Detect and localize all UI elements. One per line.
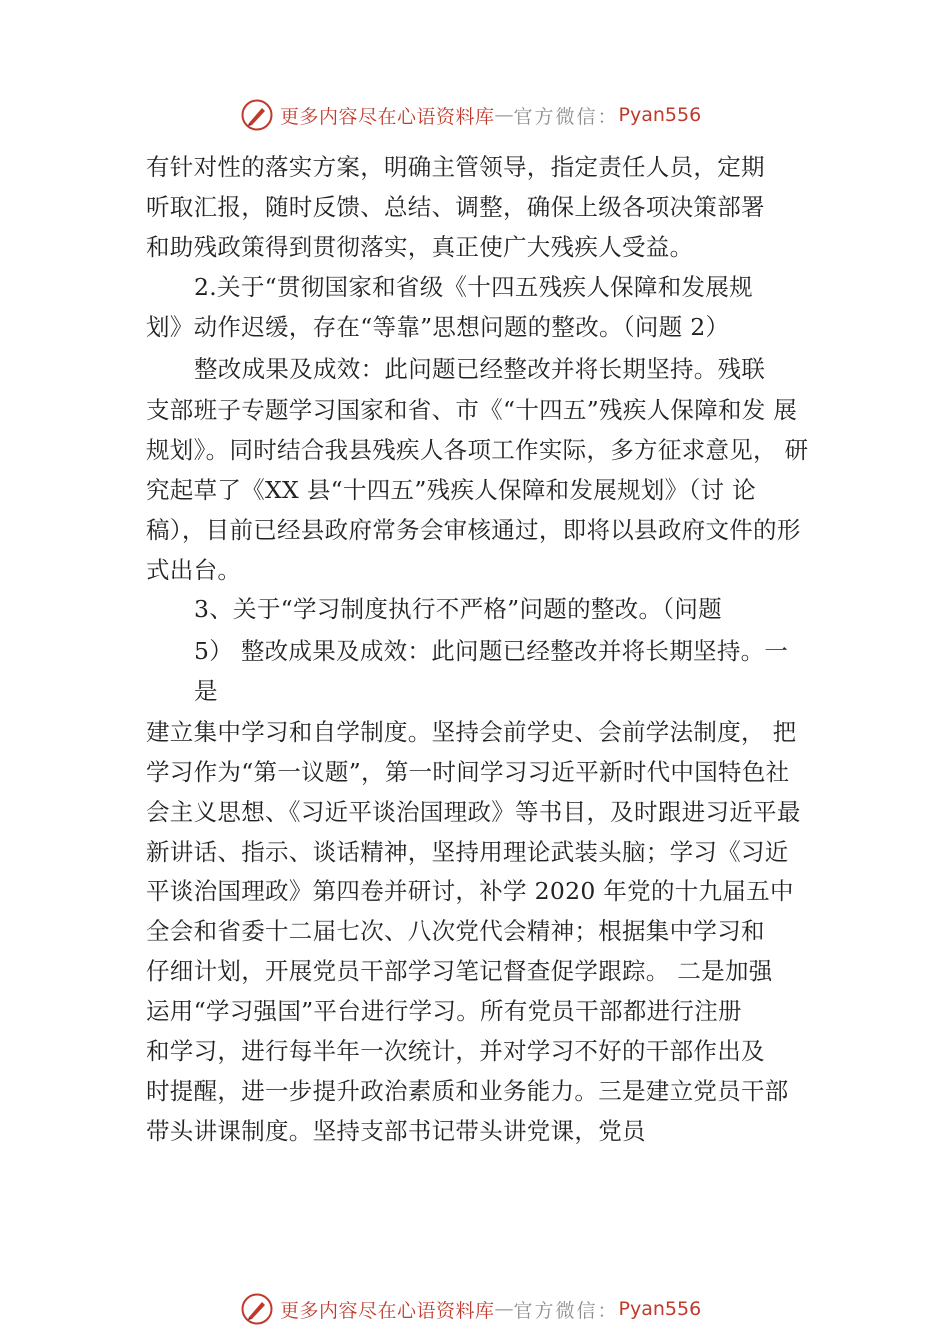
- watermark-id: Pyan556: [618, 1298, 702, 1320]
- text-line: 和助残政策得到贯彻落实，真正使广大残疾人受益。: [146, 233, 694, 261]
- pen-logo-icon: [240, 98, 274, 132]
- text-line: 5） 整改成果及成效：此问题已经整改并将长期坚持。一: [194, 637, 789, 665]
- text-line: 平谈治国理政》第四卷并研讨，补学 2020 年党的十九届五中: [146, 877, 794, 905]
- watermark-header: [240, 98, 701, 132]
- text-line: 仔细计划，开展党员干部学习笔记督查促学跟踪。 二是加强: [146, 957, 773, 985]
- text-line: 学习作为“第一议题”，第一时间学习习近平新时代中国特色社: [146, 758, 790, 786]
- watermark-main-text: 更多内容尽在心语资料库: [280, 105, 495, 128]
- text-line: 新讲话、指示、谈话精神，坚持用理论武装头脑；学习《习近: [146, 838, 789, 866]
- text-line: 规划》。同时结合我县残疾人各项工作实际，多方征求意见， 研: [146, 436, 809, 464]
- text-line: 和学习，进行每半年一次统计，并对学习不好的干部作出及: [146, 1037, 765, 1065]
- text-line: 3、关于“学习制度执行不严格”问题的整改。（问题: [194, 595, 722, 623]
- watermark-footer: [240, 1292, 701, 1326]
- watermark-sub-text: 官方微信：: [513, 1299, 619, 1322]
- watermark-dash: —: [494, 104, 514, 126]
- watermark-id: Pyan556: [618, 104, 702, 126]
- watermark-sub-text: 官方微信：: [513, 105, 619, 128]
- text-line: 听取汇报，随时反馈、总结、调整，确保上级各项决策部署: [146, 193, 765, 221]
- text-line: 究起草了《XX 县“十四五”残疾人保障和发展规划》（讨 论: [146, 476, 756, 504]
- text-line: 有针对性的落实方案，明确主管领导，指定责任人员，定期: [146, 153, 765, 181]
- watermark-main-text: 更多内容尽在心语资料库: [280, 1299, 495, 1322]
- text-line: 整改成果及成效：此问题已经整改并将长期坚持。残联: [194, 355, 766, 383]
- text-line: 带头讲课制度。坚持支部书记带头讲党课，党员: [146, 1117, 646, 1145]
- text-line: 支部班子专题学习国家和省、市《“十四五”残疾人保障和发 展: [146, 396, 798, 424]
- text-line: 2.关于“贯彻国家和省级《十四五残疾人保障和发展规: [194, 273, 753, 301]
- text-line: 式出台。: [146, 556, 242, 584]
- text-line: 稿），目前已经县政府常务会审核通过，即将以县政府文件的形: [146, 516, 801, 544]
- watermark-dash: —: [494, 1298, 514, 1320]
- text-line: 是: [194, 677, 218, 705]
- pen-logo-icon: [240, 1292, 274, 1326]
- text-line: 时提醒，进一步提升政治素质和业务能力。三是建立党员干部: [146, 1077, 789, 1105]
- text-line: 会主义思想、《习近平谈治国理政》等书目，及时跟进习近平最: [146, 798, 801, 826]
- text-line: 全会和省委十二届七次、八次党代会精神；根据集中学习和: [146, 917, 765, 945]
- text-line: 建立集中学习和自学制度。坚持会前学史、会前学法制度， 把: [146, 718, 797, 746]
- text-line: 划》动作迟缓，存在“等靠”思想问题的整改。（问题 2）: [146, 313, 730, 341]
- text-line: 运用“学习强国”平台进行学习。所有党员干部都进行注册: [146, 997, 742, 1025]
